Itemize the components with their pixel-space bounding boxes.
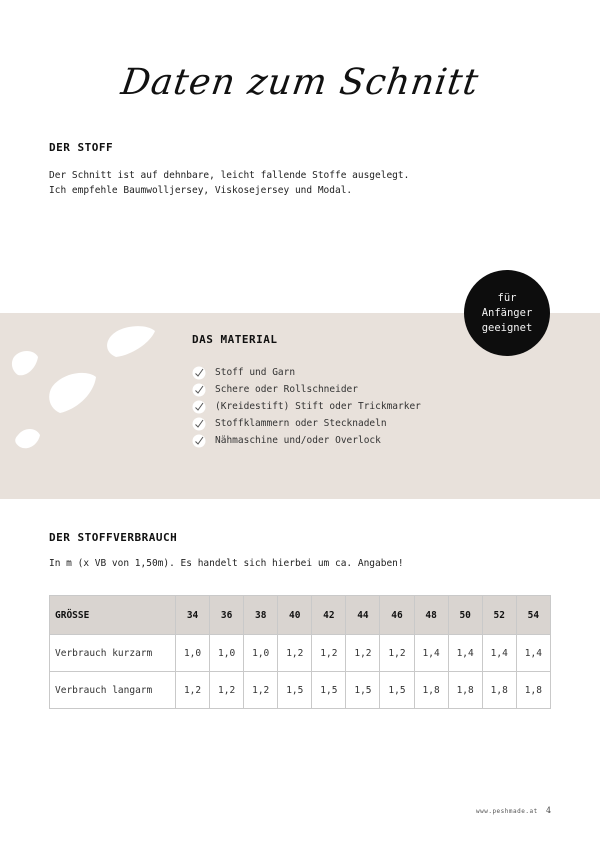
size-col: 42	[312, 596, 346, 635]
table-cell: 1,4	[448, 635, 482, 672]
material-item-label: Schere oder Rollschneider	[215, 384, 358, 395]
table-cell: 1,5	[278, 672, 312, 709]
row-label: Verbrauch kurzarm	[50, 635, 176, 672]
check-icon	[192, 366, 206, 380]
list-item	[192, 381, 421, 398]
fabric-usage-table	[49, 595, 551, 709]
table-cell: 1,8	[414, 672, 448, 709]
size-col: 36	[210, 596, 244, 635]
table-cell: 1,4	[414, 635, 448, 672]
beginner-badge	[464, 270, 550, 356]
table-cell: 1,4	[516, 635, 550, 672]
material-item-label: Nähmaschine und/oder Overlock	[215, 435, 381, 446]
size-col: 48	[414, 596, 448, 635]
list-item	[192, 364, 421, 381]
usage-note: In m (x VB von 1,50m). Es handelt sich hierbei um ca. Angaben!	[49, 558, 404, 569]
size-col: 46	[380, 596, 414, 635]
table-header-row	[50, 596, 551, 635]
table-cell: 1,8	[482, 672, 516, 709]
fabric-heading: DER STOFF	[49, 141, 114, 154]
table-cell: 1,2	[346, 635, 380, 672]
table-cell: 1,0	[176, 635, 210, 672]
usage-heading: DER STOFFVERBRAUCH	[49, 531, 178, 544]
check-icon	[192, 417, 206, 431]
table-cell: 1,5	[312, 672, 346, 709]
check-icon	[192, 434, 206, 448]
check-icon	[192, 400, 206, 414]
table-row	[50, 672, 551, 709]
fabric-text-line-2: Ich empfehle Baumwolljersey, Viskosejersey und Modal.	[49, 185, 353, 196]
table-cell: 1,8	[448, 672, 482, 709]
table-cell: 1,2	[312, 635, 346, 672]
table-row	[50, 635, 551, 672]
badge-line-3: geeignet	[481, 321, 533, 334]
table-cell: 1,2	[210, 672, 244, 709]
leaf-decoration	[0, 313, 170, 499]
size-col: 44	[346, 596, 380, 635]
table-cell: 1,2	[176, 672, 210, 709]
badge-line-2: Anfänger	[481, 306, 533, 319]
page-title: Daten zum Schnitt	[118, 62, 482, 103]
page-number: 4	[546, 806, 552, 815]
fabric-text-line-1: Der Schnitt ist auf dehnbare, leicht fallende Stoffe ausgelegt.	[49, 170, 410, 181]
table-cell: 1,8	[516, 672, 550, 709]
material-list	[192, 364, 421, 449]
badge-line-1: für	[497, 291, 517, 304]
list-item	[192, 432, 421, 449]
table-cell: 1,2	[244, 672, 278, 709]
material-item-label: Stoff und Garn	[215, 367, 296, 378]
list-item	[192, 415, 421, 432]
table-cell: 1,5	[346, 672, 380, 709]
material-item-label: (Kreidestift) Stift oder Trickmarker	[215, 401, 421, 412]
table-cell: 1,2	[380, 635, 414, 672]
table-cell: 1,0	[210, 635, 244, 672]
check-icon	[192, 383, 206, 397]
size-col: 54	[516, 596, 550, 635]
size-col: 40	[278, 596, 312, 635]
table-cell: 1,0	[244, 635, 278, 672]
table-cell: 1,2	[278, 635, 312, 672]
list-item	[192, 398, 421, 415]
size-col: 34	[176, 596, 210, 635]
footer-url: www.peshmade.at	[476, 808, 538, 815]
row-label: Verbrauch langarm	[50, 672, 176, 709]
size-header: GRÖSSE	[50, 596, 176, 635]
material-item-label: Stoffklammern oder Stecknadeln	[215, 418, 387, 429]
table-cell: 1,4	[482, 635, 516, 672]
table-cell: 1,5	[380, 672, 414, 709]
size-col: 52	[482, 596, 516, 635]
size-col: 38	[244, 596, 278, 635]
material-heading: DAS MATERIAL	[192, 333, 278, 346]
size-col: 50	[448, 596, 482, 635]
